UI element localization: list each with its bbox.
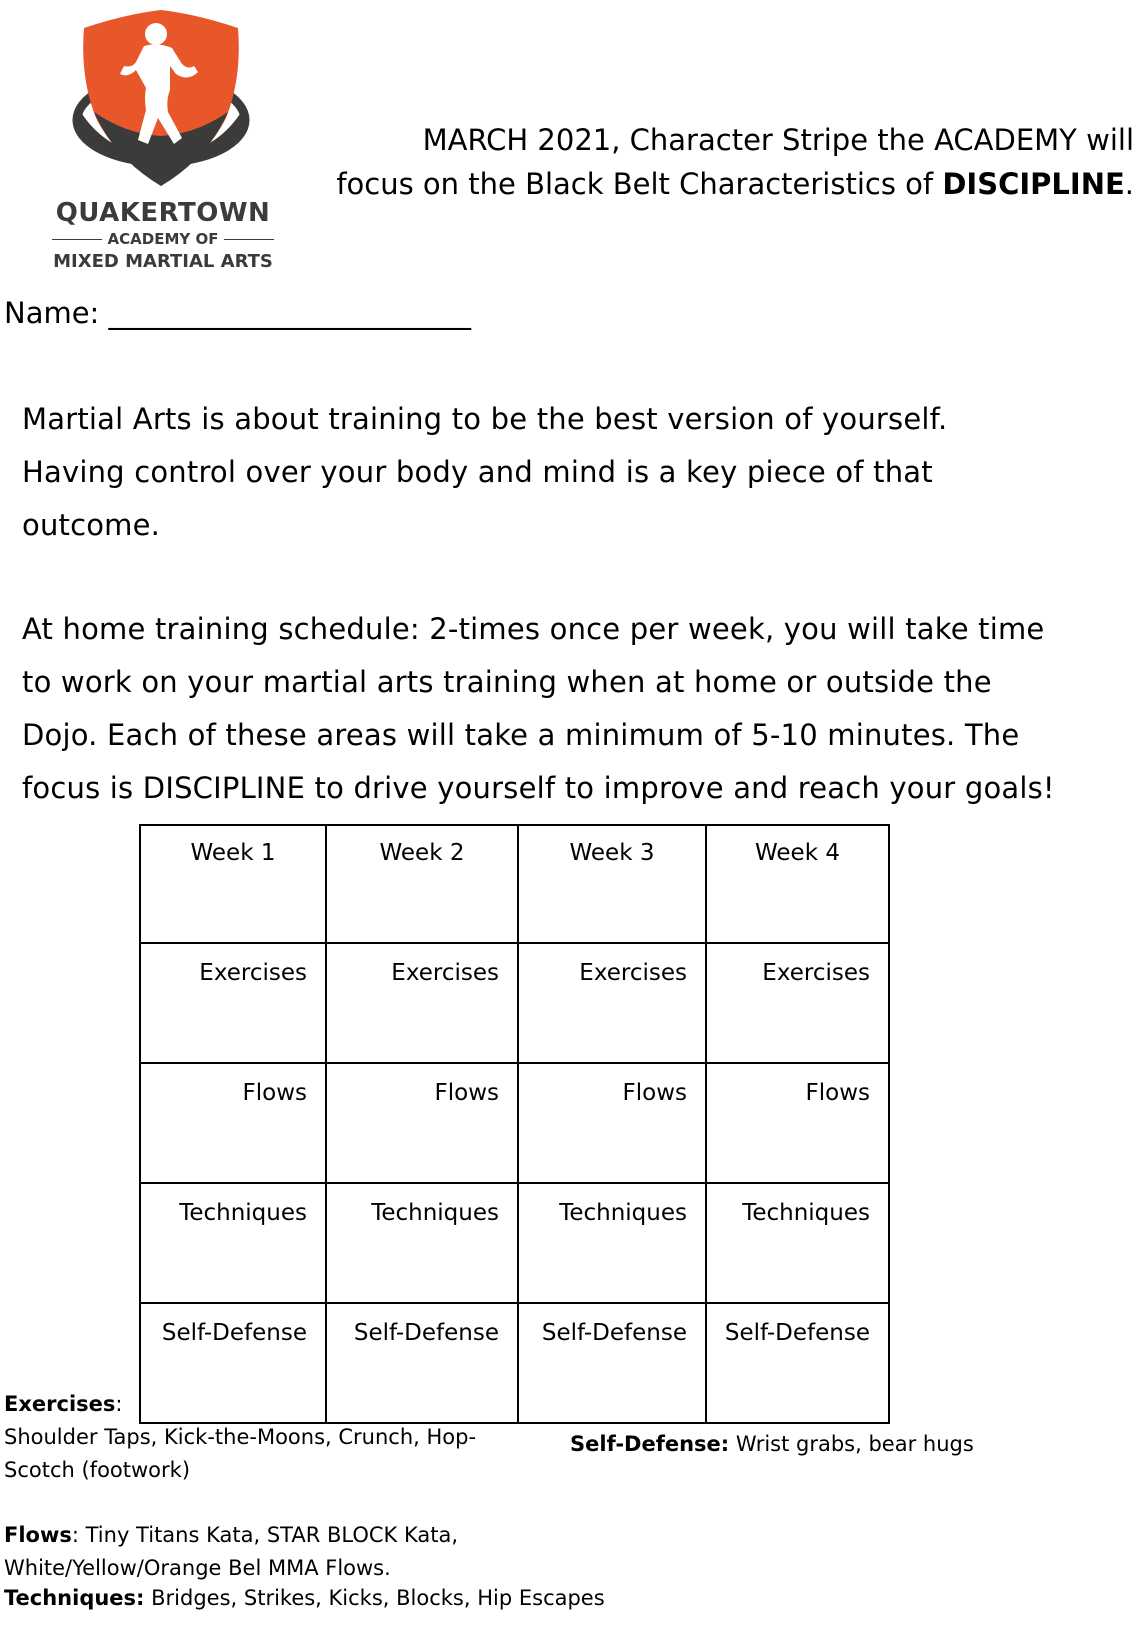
self-defense-label: Self-Defense: — [570, 1432, 730, 1456]
techniques-label: Techniques: — [4, 1586, 145, 1610]
flows-text: : Tiny Titans Kata, STAR BLOCK Kata, — [71, 1523, 459, 1547]
table-cell[interactable]: Flows — [140, 1063, 326, 1183]
table-cell[interactable]: Exercises — [140, 943, 326, 1063]
table-cell[interactable]: Self-Defense — [518, 1303, 706, 1423]
flows-line — [4, 1519, 504, 1552]
name-label: Name: — [4, 296, 100, 330]
name-blank[interactable]: _________________________ — [108, 296, 472, 330]
schedule-line: At home training schedule: 2-times once per week, you will take time — [22, 612, 1045, 646]
heading-line2-prefix: focus on the Black Belt Characteristics of — [336, 167, 934, 201]
logo-academy-label: ACADEMY OF — [107, 230, 219, 248]
table-cell[interactable]: Flows — [326, 1063, 518, 1183]
table-cell[interactable]: Self-Defense — [706, 1303, 889, 1423]
exercises-heading — [4, 1388, 524, 1421]
table-row-exercises — [140, 943, 889, 1063]
exercises-note — [4, 1388, 524, 1487]
flows-line: White/Yellow/Orange Bel MMA Flows. — [4, 1556, 391, 1580]
exercises-line: Scotch (footwork) — [4, 1458, 191, 1482]
logo-rule-right — [224, 239, 274, 240]
intro-line: Having control over your body and mind is a key piece of that — [22, 455, 933, 489]
logo-text-academy-of — [52, 230, 274, 248]
week-header: Week 4 — [706, 825, 889, 943]
name-field[interactable] — [4, 296, 471, 330]
exercises-line: Shoulder Taps, Kick-the-Moons, Crunch, Hop- — [4, 1425, 477, 1449]
table-cell[interactable]: Techniques — [326, 1183, 518, 1303]
intro-line: outcome. — [22, 508, 161, 542]
heading-line2-suffix: . — [1124, 167, 1134, 201]
week-header: Week 1 — [140, 825, 326, 943]
intro-line: Martial Arts is about training to be the best version of yourself. — [22, 402, 948, 436]
table-row-techniques — [140, 1183, 889, 1303]
week-header: Week 2 — [326, 825, 518, 943]
heading-line1: MARCH 2021, Character Stripe the ACADEMY will — [422, 123, 1134, 157]
exercises-label: Exercises — [4, 1392, 116, 1416]
heading-discipline: DISCIPLINE — [942, 167, 1125, 201]
schedule-line: to work on your martial arts training when at home or outside the — [22, 665, 992, 699]
flows-label: Flows — [4, 1523, 72, 1547]
logo-text-mixed-martial-arts: MIXED MARTIAL ARTS — [53, 251, 273, 272]
table-cell[interactable]: Flows — [706, 1063, 889, 1183]
table-cell[interactable]: Techniques — [706, 1183, 889, 1303]
schedule-paragraph — [22, 603, 1072, 815]
self-defense-text: Wrist grabs, bear hugs — [729, 1432, 974, 1456]
academy-logo-shield — [66, 8, 252, 194]
heading-line2 — [334, 162, 1134, 206]
week-header: Week 3 — [518, 825, 706, 943]
table-cell[interactable]: Flows — [518, 1063, 706, 1183]
table-cell[interactable]: Exercises — [326, 943, 518, 1063]
table-cell[interactable]: Exercises — [518, 943, 706, 1063]
logo-text-quakertown: QUAKERTOWN — [55, 198, 271, 228]
table-header-row — [140, 825, 889, 943]
table-cell[interactable]: Self-Defense — [140, 1303, 326, 1423]
flows-note — [4, 1519, 504, 1585]
table-cell[interactable]: Techniques — [518, 1183, 706, 1303]
table-cell[interactable]: Self-Defense — [326, 1303, 518, 1423]
logo-rule-left — [52, 239, 102, 240]
exercises-colon: : — [115, 1392, 123, 1416]
schedule-line: Dojo. Each of these areas will take a minimum of 5-10 minutes. The — [22, 718, 1020, 752]
table-cell[interactable]: Exercises — [706, 943, 889, 1063]
table-cell[interactable]: Techniques — [140, 1183, 326, 1303]
weekly-schedule-table — [139, 824, 890, 1424]
page-heading — [334, 118, 1134, 206]
techniques-note — [4, 1582, 605, 1615]
intro-paragraph — [22, 393, 962, 552]
techniques-text: Bridges, Strikes, Kicks, Blocks, Hip Escapes — [144, 1586, 605, 1610]
table-row-flows — [140, 1063, 889, 1183]
self-defense-note — [570, 1428, 974, 1461]
schedule-line: focus is DISCIPLINE to drive yourself to improve and reach your goals! — [22, 771, 1055, 805]
